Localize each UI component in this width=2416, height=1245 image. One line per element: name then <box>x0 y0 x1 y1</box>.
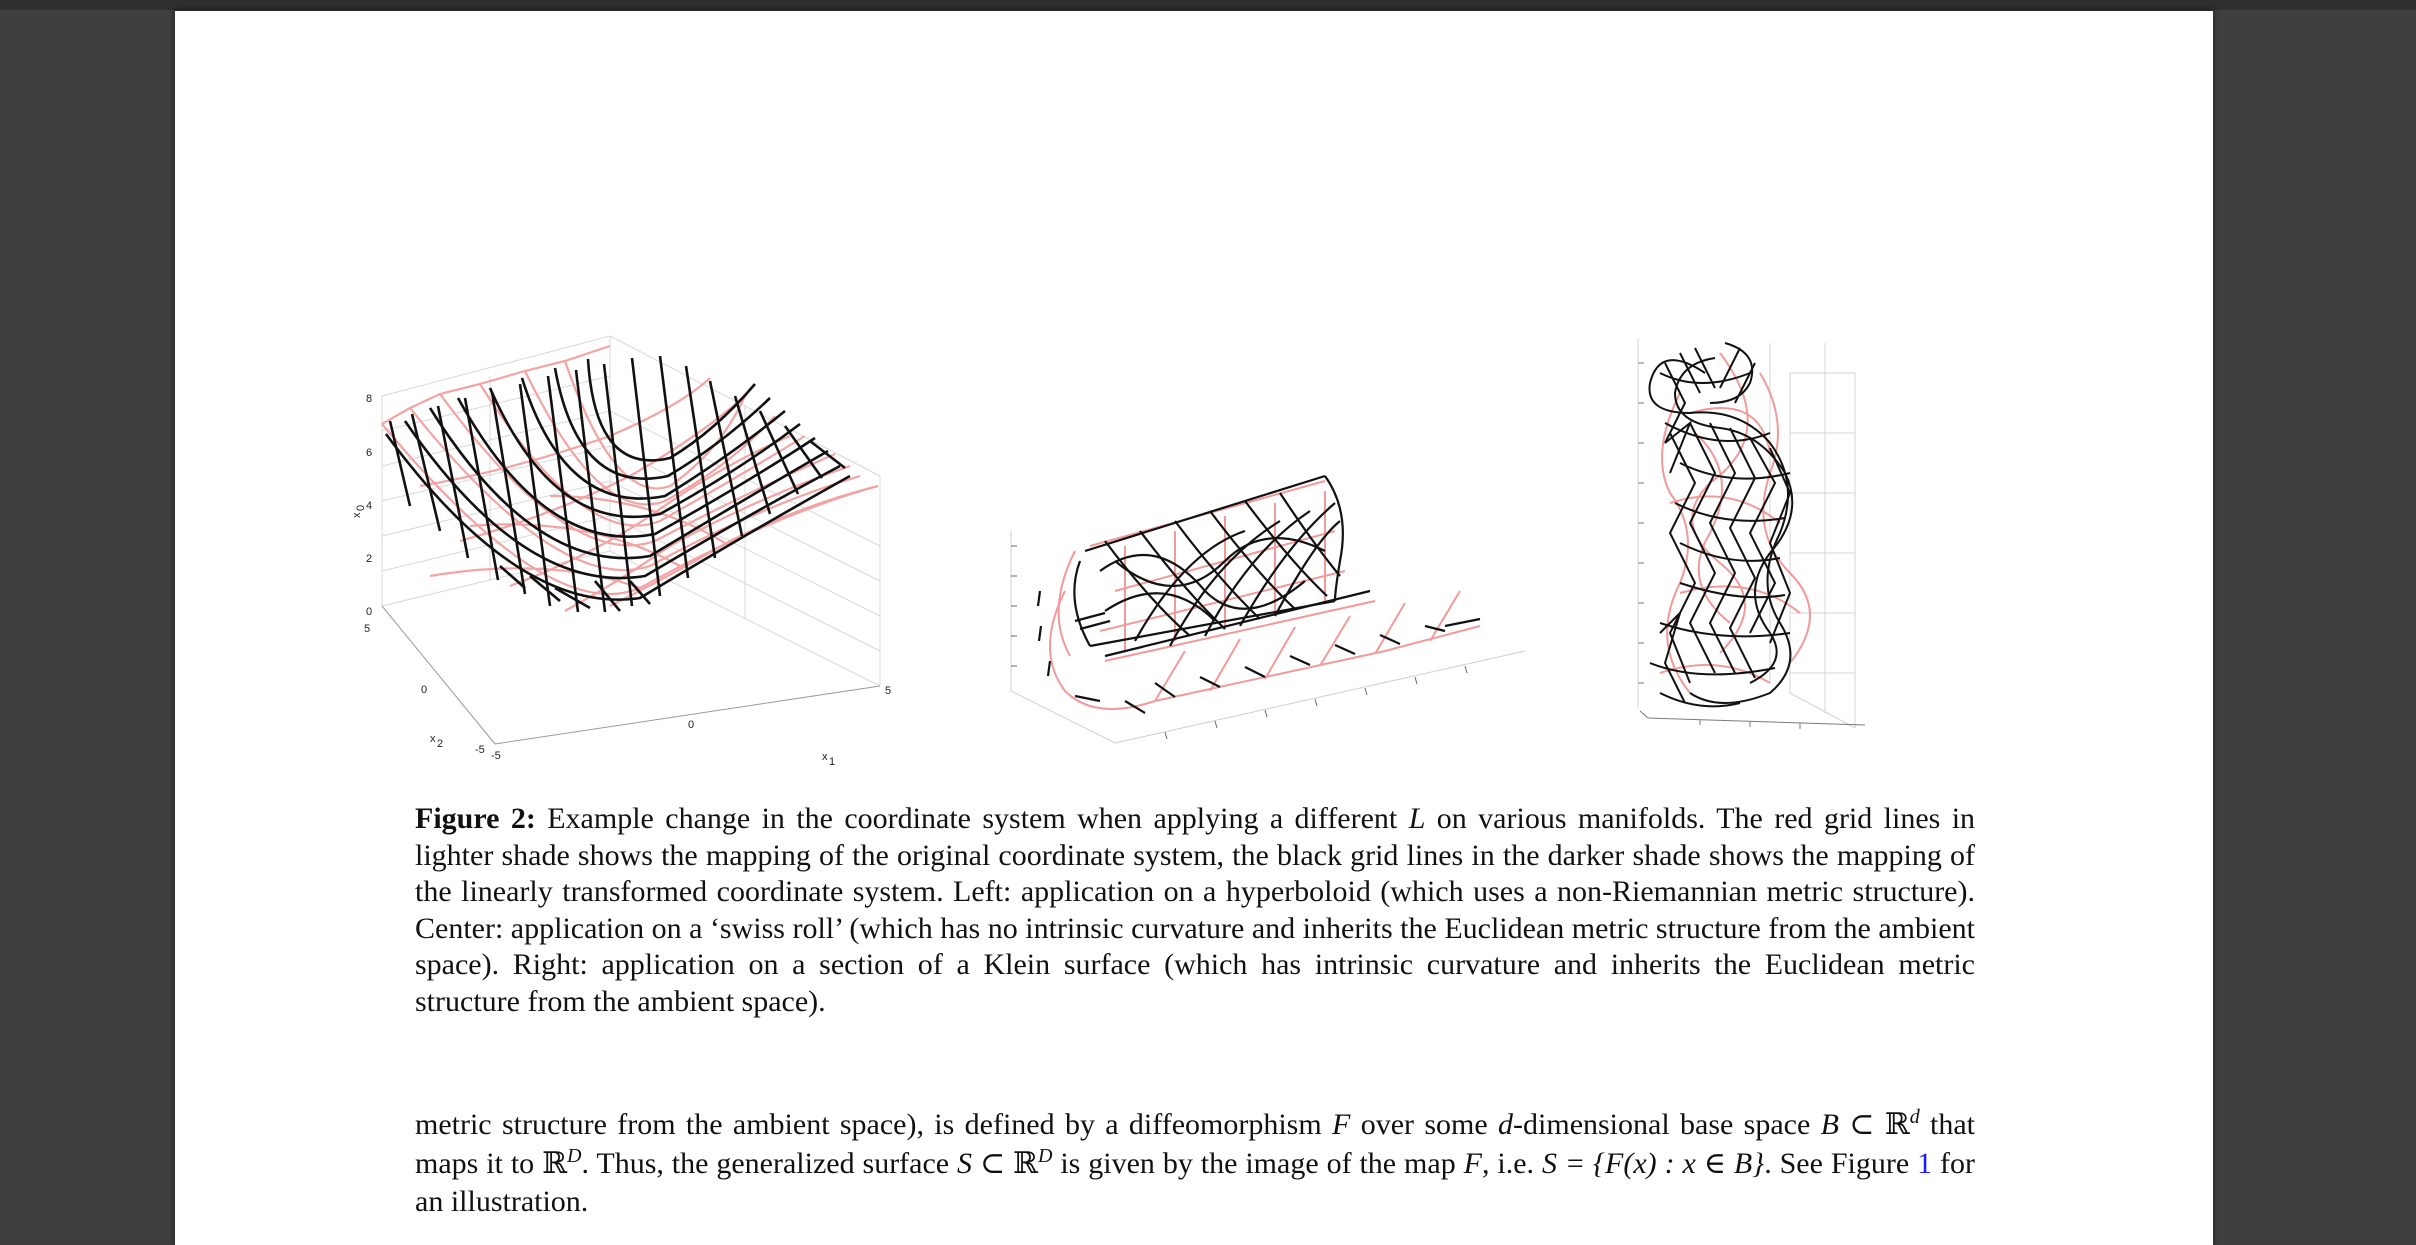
z-tick-6: 6 <box>366 447 373 459</box>
body-text-6: is given by the image of the map <box>1060 1146 1456 1180</box>
body-paragraph <box>415 1106 1975 1222</box>
z-tick-2: 2 <box>366 553 373 565</box>
math-D-sup-2: D <box>1037 1144 1053 1167</box>
x2-tick-minus5: -5 <box>475 744 485 756</box>
z-tick-4: 4 <box>366 500 373 512</box>
z-axis-label <box>351 505 367 518</box>
body-text-4: that maps it to ℝ <box>415 1108 1976 1180</box>
figure-left-hyperboloid <box>350 326 1020 771</box>
x2-tick-5: 5 <box>364 623 371 635</box>
svg-text:2: 2 <box>437 738 444 750</box>
viewer-top-bar <box>0 0 2416 10</box>
z-tick-0: 0 <box>366 606 373 618</box>
body-text-7: , i.e. <box>1481 1146 1535 1180</box>
caption-label: Figure 2: <box>415 802 536 835</box>
figure-ref-link[interactable]: 1 <box>1917 1146 1933 1180</box>
caption-math-L: L <box>1408 802 1426 835</box>
figure-center-swiss-roll <box>1005 451 1545 751</box>
x2-axis-label <box>430 733 443 750</box>
x1-tick-minus5: -5 <box>491 750 501 762</box>
pdf-page <box>175 10 2213 1245</box>
math-S-2: S <box>1541 1146 1557 1180</box>
x1-tick-0: 0 <box>688 719 695 731</box>
body-text-9: for an illustration. <box>415 1146 1975 1218</box>
klein-surface-plot <box>1620 333 1920 743</box>
math-D-sup: D <box>567 1144 582 1167</box>
body-text-3: -dimensional base space <box>1513 1108 1811 1141</box>
svg-text:x: x <box>430 733 436 745</box>
math-d: d <box>1498 1108 1514 1141</box>
math-F: F <box>1332 1108 1351 1141</box>
figure-caption <box>415 801 1975 1020</box>
svg-text:x: x <box>822 751 828 763</box>
math-d-sup: d <box>1909 1106 1920 1128</box>
caption-text-part1: Example change in the coordinate system when applying a different <box>547 802 1398 835</box>
body-text-1: metric structure from the ambient space), is defined by a diffeomorphism <box>415 1108 1322 1141</box>
hyperboloid-plot <box>350 326 1020 771</box>
body-text-2: over some <box>1360 1108 1488 1141</box>
math-S: S <box>957 1146 973 1180</box>
math-subset-R-2: ⊂ ℝ <box>979 1146 1038 1180</box>
swiss-roll-plot <box>1005 451 1545 751</box>
svg-text:1: 1 <box>829 756 836 768</box>
math-set: = {F(x) : x ∈ B} <box>1564 1146 1765 1180</box>
svg-text:0: 0 <box>355 504 367 511</box>
caption-text-part2: on various manifolds. The red grid lines in lighter shade shows the mapping of the original coordinate system, the black grid lines in the darker shade shows the mapping of the linearly transformed coordinate system. Left: application on a hyperboloid (which uses a non-Riemannian metric structure). Center: application on a ‘swiss roll’ (which has no intrinsic curvature and inherits the Euclidean metric structure from the ambient space). Right: application on a section of a Klein surface (which has intrinsic curvature and inherits the Euclidean metric structure from the ambient space). <box>415 802 1976 1018</box>
figure-right-klein-surface <box>1620 333 1920 743</box>
body-text-8: . See Figure <box>1764 1146 1910 1180</box>
svg-text:x: x <box>351 512 363 518</box>
x2-tick-0: 0 <box>421 684 428 696</box>
x1-tick-5: 5 <box>885 685 892 697</box>
math-F-2: F <box>1463 1146 1482 1180</box>
body-text-5: . Thus, the generalized surface <box>581 1146 950 1180</box>
z-tick-8: 8 <box>366 393 373 405</box>
x1-axis-label <box>822 751 835 768</box>
math-B: B <box>1820 1108 1839 1141</box>
math-subset-R: ⊂ ℝ <box>1849 1108 1910 1141</box>
